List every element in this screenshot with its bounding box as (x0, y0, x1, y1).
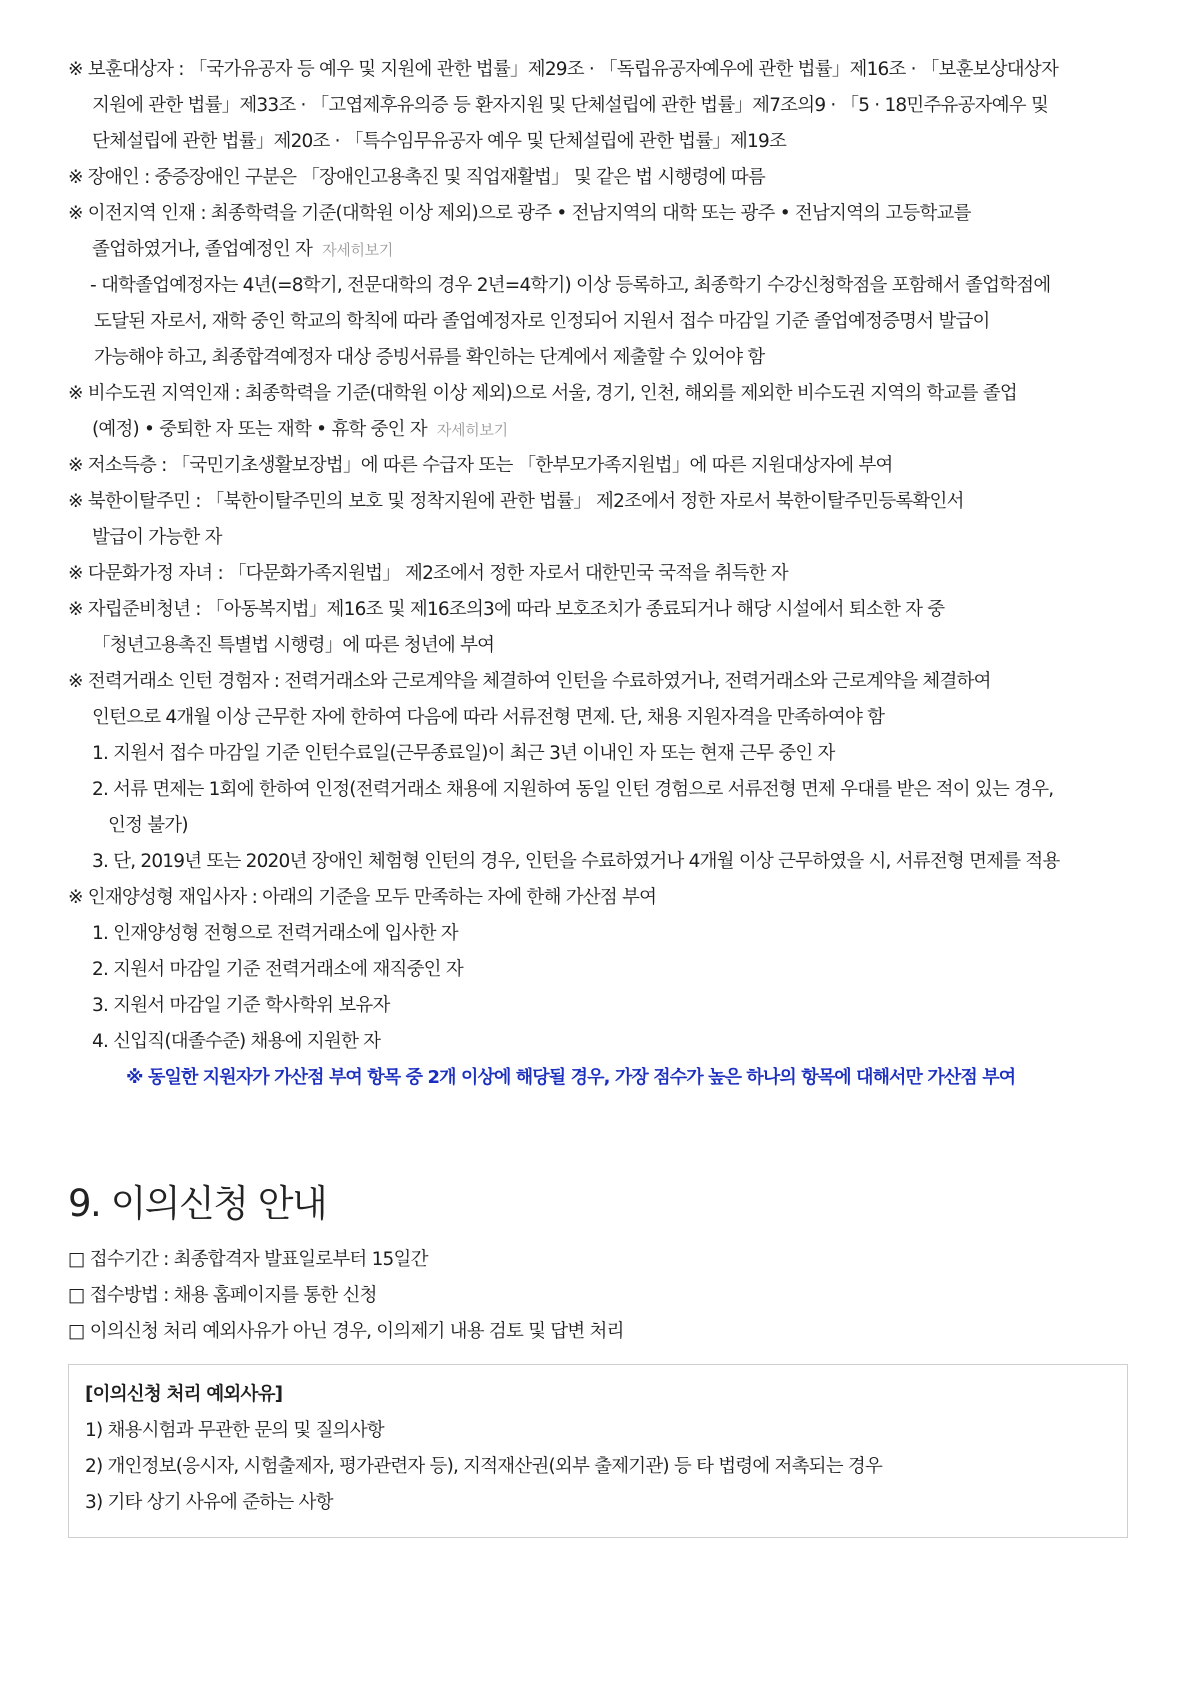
veterans-note: ※ 보훈대상자 : 「국가유공자 등 예우 및 지원에 관한 법률」제29조 · 「독립유공자예우에 관한 법률」제16조 · 「보훈보상대상자 (68, 59, 1059, 80)
objection-processing: □ 이의신청 처리 예외사유가 아닌 경우, 이의제기 내용 검토 및 답변 처리 (68, 1321, 624, 1342)
north-korean-defector-note-cont: 발급이 가능한 자 (92, 527, 222, 548)
objection-period: □ 접수기간 : 최종합격자 발표일로부터 15일간 (68, 1249, 428, 1270)
intern-condition-item: 2. 서류 면제는 1회에 한하여 인정(전력거래소 채용에 지원하여 동일 인턴 경험으로 서류전형 면제 우대를 받은 적이 있는 경우, (92, 779, 1054, 800)
non-capital-region-note-cont (68, 412, 1190, 448)
intern-experience-note: ※ 전력거래소 인턴 경험자 : 전력거래소와 근로계약을 체결하여 인턴을 수료하였거나, 전력거래소와 근로계약을 체결하여 (68, 671, 991, 692)
section-title: 9. 이의신청 안내 (68, 1182, 327, 1225)
bonus-points-notice: ※ 동일한 지원자가 가산점 부여 항목 중 2개 이상에 해당될 경우, 가장 점수가 높은 하나의 항목에 대해서만 가산점 부여 (126, 1067, 1016, 1088)
rehire-condition-item: 3. 지원서 마감일 기준 학사학위 보유자 (92, 995, 390, 1016)
non-capital-region-text: (예정) • 중퇴한 자 또는 재학 • 휴학 중인 자 (92, 419, 427, 440)
exception-reasons-title: [이의신청 처리 예외사유] (85, 1384, 283, 1405)
disabled-note: ※ 장애인 : 중증장애인 구분은 「장애인고용촉진 및 직업재활법」 및 같은 법 시행령에 따름 (68, 167, 765, 188)
relocated-region-note: ※ 이전지역 인재 : 최종학력을 기준(대학원 이상 제외)으로 광주 • 전남지역의 대학 또는 광주 • 전남지역의 고등학교를 (68, 203, 971, 224)
exception-reason-item: 3) 기타 상기 사유에 준하는 사항 (85, 1492, 333, 1513)
rehire-note: ※ 인재양성형 재입사자 : 아래의 기준을 모두 만족하는 자에 한해 가산점 부여 (68, 887, 657, 908)
intern-condition-item: 3. 단, 2019년 또는 2020년 장애인 체험형 인턴의 경우, 인턴을 수료하였거나 4개월 이상 근무하였을 시, 서류전형 면제를 적용 (92, 851, 1060, 872)
exception-reasons-box (68, 1364, 1128, 1538)
graduation-expected-note-cont: 도달된 자로서, 재학 중인 학교의 학칙에 따라 졸업예정자로 인정되어 지원서 접수 마감일 기준 졸업예정증명서 발급이 (94, 311, 990, 332)
rehire-condition-item: 2. 지원서 마감일 기준 전력거래소에 재직중인 자 (92, 959, 463, 980)
intern-condition-item: 1. 지원서 접수 마감일 기준 인턴수료일(근무종료일)이 최근 3년 이내인 자 또는 현재 근무 중인 자 (92, 743, 835, 764)
intern-experience-note-cont: 인턴으로 4개월 이상 근무한 자에 한하여 다음에 따라 서류전형 면제. 단, 채용 지원자격을 만족하여야 함 (92, 707, 885, 728)
graduation-expected-note-cont: 가능해야 하고, 최종합격예정자 대상 증빙서류를 확인하는 단계에서 제출할 수 있어야 함 (94, 347, 765, 368)
north-korean-defector-note: ※ 북한이탈주민 : 「북한이탈주민의 보호 및 정착지원에 관한 법률」 제2조에서 정한 자로서 북한이탈주민등록확인서 (68, 491, 964, 512)
objection-info-list (68, 1242, 1190, 1350)
rehire-condition-item: 1. 인재양성형 전형으로 전력거래소에 입사한 자 (92, 923, 458, 944)
objection-method: □ 접수방법 : 채용 홈페이지를 통한 신청 (68, 1285, 377, 1306)
exception-reason-item: 2) 개인정보(응시자, 시험출제자, 평가관련자 등), 지적재산권(외부 출제기관) 등 타 법령에 저촉되는 경우 (85, 1456, 883, 1477)
low-income-note: ※ 저소득층 : 「국민기초생활보장법」에 따른 수급자 또는 「한부모가족지원법」에 따른 지원대상자에 부여 (68, 455, 893, 476)
more-link[interactable]: 자세히보기 (322, 241, 394, 259)
rehire-condition-item: 4. 신입직(대졸수준) 채용에 지원한 자 (92, 1031, 381, 1052)
exception-reason-item: 1) 채용시험과 무관한 문의 및 질의사항 (85, 1420, 384, 1441)
veterans-note-cont: 단체설립에 관한 법률」제20조 · 「특수임무유공자 예우 및 단체설립에 관한 법률」제19조 (92, 131, 787, 152)
relocated-region-note-cont (68, 232, 1190, 268)
intern-condition-item-cont: 인정 불가) (108, 815, 188, 836)
self-reliance-youth-note: ※ 자립준비청년 : 「아동복지법」제16조 및 제16조의3에 따라 보호조치가 종료되거나 해당 시설에서 퇴소한 자 중 (68, 599, 945, 620)
multicultural-family-note: ※ 다문화가정 자녀 : 「다문화가족지원법」 제2조에서 정한 자로서 대한민국 국적을 취득한 자 (68, 563, 788, 584)
non-capital-region-note: ※ 비수도권 지역인재 : 최종학력을 기준(대학원 이상 제외)으로 서울, 경기, 인천, 해외를 제외한 비수도권 지역의 학교를 졸업 (68, 383, 1017, 404)
self-reliance-youth-note-cont: 「청년고용촉진 특별법 시행령」에 따른 청년에 부여 (92, 635, 495, 656)
relocated-region-text: 졸업하였거나, 졸업예정인 자 (92, 239, 313, 260)
veterans-note-cont: 지원에 관한 법률」제33조 · 「고엽제후유의증 등 환자지원 및 단체설립에 관한 법률」제7조의9 · 「5 · 18민주유공자예우 및 (92, 95, 1049, 116)
more-link[interactable]: 자세히보기 (436, 421, 508, 439)
graduation-expected-note: - 대학졸업예정자는 4년(=8학기, 전문대학의 경우 2년=4학기) 이상 등록하고, 최종학기 수강신청학점을 포함해서 졸업학점에 (90, 275, 1051, 296)
